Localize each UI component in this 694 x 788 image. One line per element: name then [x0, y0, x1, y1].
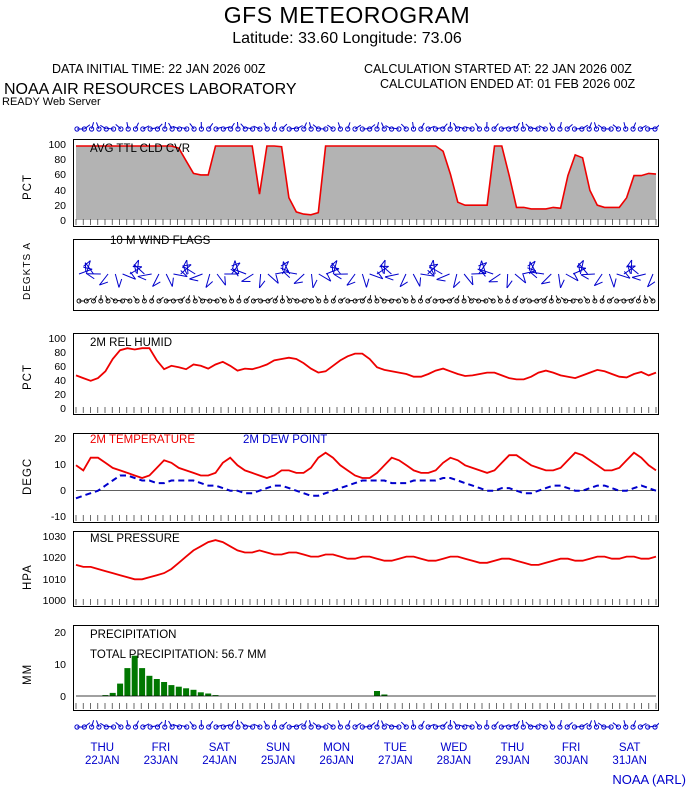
y-tick-label: 20: [54, 199, 66, 212]
calculation-ended: CALCULATION ENDED AT: 01 FEB 2026 00Z: [380, 77, 636, 91]
page-title: GFS METEOROGRAM: [223, 2, 471, 28]
day-label: [190, 742, 250, 768]
day-label: [600, 742, 660, 768]
y-tick-label: 1030: [42, 531, 66, 543]
panel-pressure-title: MSL PRESSURE: [90, 533, 180, 545]
day-of-week: FRI: [561, 742, 581, 754]
panel-cloud-title: AVG TTL CLD CVR: [90, 143, 191, 155]
day-date: 26JAN: [319, 755, 354, 767]
y-tick-label: 10: [54, 459, 66, 471]
bottom-symbol-strip: [73, 713, 659, 733]
y-tick-label: 100: [48, 139, 66, 151]
panel-dewpoint-series-label: 2M DEW POINT: [243, 434, 328, 446]
footer-credit: NOAA (ARL): [612, 772, 686, 787]
panel-pressure-ylabel: HPA: [22, 564, 34, 590]
y-tick-label: 100: [48, 333, 66, 345]
y-tick-label: -10: [50, 511, 66, 523]
day-label: [131, 742, 191, 768]
day-of-week: THU: [90, 742, 115, 754]
y-tick-label: 60: [54, 169, 66, 182]
y-tick-label: 0: [60, 215, 66, 227]
panel-precip-title: PRECIPITATION: [90, 629, 177, 641]
y-tick-label: 40: [54, 375, 66, 387]
y-tick-label: 0: [60, 403, 66, 415]
panel-temp-series-label: 2M TEMPERATURE: [90, 434, 196, 446]
day-of-week: WED: [440, 742, 468, 754]
day-date: 29JAN: [495, 755, 530, 767]
panel-wind-flags: [73, 239, 659, 311]
day-of-week: FRI: [151, 742, 171, 754]
y-tick-label: 80: [54, 347, 66, 359]
panel-rh-title: 2M REL HUMID: [90, 337, 172, 349]
day-label: [483, 742, 543, 768]
day-label: [72, 742, 132, 768]
y-tick-label: 0: [60, 691, 66, 703]
panel-temperature: [73, 433, 659, 523]
day-of-week: TUE: [383, 742, 407, 754]
day-of-week: SUN: [265, 742, 291, 754]
page-subtitle: Latitude: 33.60 Longitude: 73.06: [232, 30, 462, 47]
day-date: 27JAN: [378, 755, 413, 767]
y-tick-label: 20: [54, 389, 66, 401]
day-date: 28JAN: [436, 755, 472, 767]
y-tick-label: 20: [54, 627, 66, 639]
y-tick-label: 1000: [42, 595, 66, 607]
day-of-week: SAT: [618, 742, 641, 754]
day-date: 30JAN: [553, 755, 589, 767]
data-initial-time: DATA INITIAL TIME: 22 JAN 2026 00Z: [52, 62, 266, 76]
y-tick-label: 60: [54, 361, 66, 373]
day-of-week: MON: [323, 742, 351, 754]
day-of-week: THU: [500, 742, 525, 754]
day-axis: [0, 742, 694, 772]
day-label: [424, 742, 484, 768]
day-label: [541, 742, 601, 768]
laboratory-name: NOAA AIR RESOURCES LABORATORY: [4, 81, 297, 98]
y-tick-label: 40: [54, 184, 66, 197]
y-tick-label: 0: [60, 485, 66, 497]
y-tick-label: 80: [54, 154, 66, 167]
ready-server-label: READY Web Server: [2, 96, 101, 108]
day-label: [307, 742, 367, 768]
panel-wind-title: 10 M WIND FLAGS: [110, 235, 211, 247]
panel-cloud-ylabel: PCT: [22, 174, 34, 200]
y-tick-label: 10: [54, 659, 66, 671]
day-of-week: SAT: [208, 742, 231, 754]
panel-precip-ylabel: MM: [22, 663, 34, 685]
calculation-started: CALCULATION STARTED AT: 22 JAN 2026 00Z: [364, 62, 632, 76]
day-date: 23JAN: [143, 755, 179, 767]
day-label: [248, 742, 308, 768]
day-date: 25JAN: [260, 755, 296, 767]
panel-temp-ylabel: DEGC: [22, 457, 34, 495]
y-tick-label: 1020: [42, 552, 66, 565]
day-date: 31JAN: [612, 755, 647, 767]
y-tick-label: 1010: [42, 573, 66, 586]
panel-wind-ylabel: DEGKTS A: [22, 241, 33, 300]
panel-precip-total: TOTAL PRECIPITATION: 56.7 MM: [90, 649, 267, 661]
top-symbol-strip: [73, 113, 659, 135]
day-date: 24JAN: [202, 755, 237, 767]
panel-rh-ylabel: PCT: [22, 364, 34, 390]
day-label: [365, 742, 425, 768]
y-tick-label: 20: [54, 433, 66, 445]
day-date: 22JAN: [85, 755, 120, 767]
